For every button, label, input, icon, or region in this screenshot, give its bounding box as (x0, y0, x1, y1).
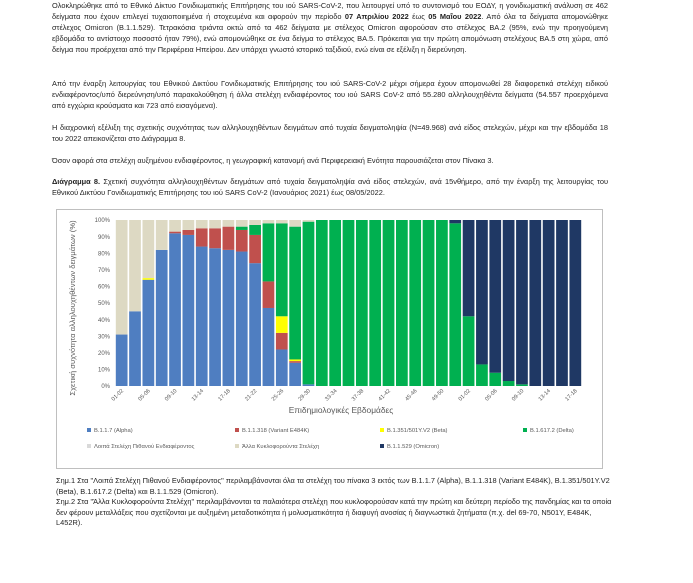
bar-segment-delta (329, 220, 341, 386)
x-tick-label: 17-18 (564, 388, 579, 403)
chart-legend (87, 428, 574, 450)
legend-swatch-e484k (235, 428, 239, 432)
bar-segment-alpha (183, 235, 195, 386)
y-tick-label: 50% (97, 301, 110, 308)
footnote-2: Σημ.2 Στα "Άλλα Κυκλοφορούντα Στελέχη" περιλαμβάνονται τα παλαιότερα στελέχη που κυκλοφορούσαν κατά την πρώτη και δεύτερη περίοδο της πανδημίας και τα οποία δεν φέρουν μεταλλάξεις που σχετίζονται με αυξημένη μεταδοτικότητα ή μολυσματικότητα ή διαφυγή ανοσίας ή διαγνωστικά ζητήματα (π.χ. del 69-70, N501Y, E484K, L452R). (56, 497, 612, 528)
y-axis-title-group (68, 220, 77, 396)
variant-frequency-chart (56, 209, 603, 469)
period-start-date: 07 Απριλίου 2022 (344, 12, 409, 21)
bar-segment-other (263, 220, 275, 223)
paragraph-text: . Από όλα τα δείγματα απομονώθηκε στέλεχος Omicron (B.1.1.529). Τετρακόσια τριάντα οκτώ από τα 462 δείγματα με στέλεχος Omicron αφορούσαν στο στέλεχος BA.2 (95%, ενώ την προηγούμενη εβδομάδα το αντίστοιχο ποσοστό ήταν 79%), ενώ απομονώθηκε σε ένα δείγμα το στέλεχος BA.5. Πρόκειται για την πρώτη απομόνωση στελέχους BA.5 στη χώρα, από δείγμα που προέρχεται από την Περιφέρεια Ηπείρου. Δεν υπάρχει γνωστό ιστορικό ταξιδιού, ενώ είναι σε εξέλιξη η διερεύνηση. (52, 12, 608, 54)
legend-swatch-omicron (380, 444, 384, 448)
bar-segment-beta (142, 278, 154, 280)
bar-segment-beta (276, 316, 288, 333)
x-tick-label: 29-30 (297, 388, 312, 403)
bar-segment-alpha (276, 349, 288, 386)
bar-segment-omicron (463, 220, 475, 316)
bar-segment-e484k (183, 230, 195, 235)
footnote-1: Σημ.1 Στα "Λοιπά Στελέχη Πιθανού Ενδιαφέροντος" περιλαμβάνονται όλα τα στελέχη του πίνακα 3 εκτός των B.1.1.7 (Alpha), B.1.1.318 (Variant E484K), B.1.351/501Y.V2 (Beta), B.1.617.2 (Delta) και B.1.1.529 (Omicron). (56, 476, 610, 496)
bar-segment-alpha (129, 311, 141, 386)
x-tick-label: 05-06 (484, 388, 499, 403)
bar-segment-alpha (289, 363, 301, 386)
x-axis-ticks (111, 388, 579, 402)
figure-caption-label: Διάγραμμα 8. (52, 177, 101, 186)
bar-segment-alpha (209, 248, 221, 386)
bar-segment-omicron (449, 220, 461, 223)
bar-segment-other (223, 220, 235, 227)
bars-group (116, 220, 581, 386)
bar-segment-other (276, 220, 288, 223)
y-tick-label: 0% (101, 384, 110, 391)
bar-segment-alpha (116, 335, 128, 386)
x-tick-label: 25-26 (270, 388, 286, 403)
legend-label-omicron: B.1.1.529 (Omicron) (387, 444, 440, 450)
bar-segment-delta (249, 225, 261, 235)
bar-segment-delta (463, 316, 475, 386)
paragraph-trend: Η διαχρονική εξέλιξη της σχετικής συχνότητας των αλληλουχηθέντων δειγμάτων από τυχαία δειγματοληψία (N=49.968) ανά είδος στελεχών, μέχρι και την εβδομάδα 18 του 2022 απεικονίζεται στο Διάγραμμα 8. (52, 123, 608, 143)
bar-segment-delta (489, 373, 501, 386)
y-tick-label: 40% (97, 317, 110, 324)
bar-segment-omicron (529, 220, 541, 386)
bar-segment-delta (369, 220, 381, 386)
bar-segment-delta (449, 223, 461, 386)
bar-segment-other (142, 220, 154, 278)
bar-segment-e484k (209, 228, 221, 248)
bar-segment-delta (516, 384, 528, 386)
bar-segment-alpha (223, 250, 235, 386)
x-tick-label: 17-18 (217, 388, 232, 403)
bar-segment-e484k (276, 333, 288, 350)
bar-segment-delta (503, 381, 515, 386)
bar-segment-omicron (516, 220, 528, 384)
bar-segment-delta (289, 227, 301, 360)
x-axis-title: Επιδημιολογικές Εβδομάδες (288, 405, 394, 415)
bar-segment-other (303, 220, 315, 222)
y-tick-label: 90% (97, 234, 110, 241)
bar-segment-delta (396, 220, 408, 386)
bar-segment-other (289, 220, 301, 227)
bar-segment-delta (343, 220, 355, 386)
x-tick-label: 09-10 (164, 388, 179, 403)
x-tick-label: 45-46 (404, 388, 419, 403)
bar-segment-other (209, 220, 221, 228)
bar-segment-alpha (169, 233, 181, 386)
bar-segment-other (116, 220, 128, 335)
bar-segment-e484k (196, 228, 208, 246)
bar-segment-omicron (503, 220, 515, 381)
paragraph-text: Ολοκληρώθηκε από το Εθνικό Δίκτυο Γονιδιωματικής Επιτήρησης του ιού SARS-CoV-2, που λειτουργεί υπό το συντονισμό του ΕΟΔΥ, η γονιδιωματική ανάλυση σε 462 δείγματα που έχουν επιλεγεί τυχαιοποιημένα ή στοχευμένα και αφορούν την περίοδο (52, 1, 608, 21)
legend-label-other_voi: Λοιπά Στελέχη Πιθανού Ενδιαφέροντος (94, 444, 195, 450)
legend-label-e484k: B.1.1.318 (Variant E484K) (242, 428, 310, 434)
bar-segment-omicron (569, 220, 581, 386)
bar-segment-other (249, 220, 261, 225)
x-tick-label: 13-14 (190, 388, 206, 403)
bar-segment-delta (276, 223, 288, 316)
y-tick-label: 60% (97, 284, 110, 291)
legend-swatch-other (235, 444, 239, 448)
y-tick-label: 20% (97, 351, 110, 357)
bar-segment-omicron (556, 220, 568, 386)
legend-label-other: Άλλα Κυκλοφορούντα Στελέχη (242, 444, 320, 450)
bar-segment-other (183, 220, 195, 230)
y-tick-label: 70% (97, 268, 110, 274)
chart-svg (57, 210, 602, 468)
bar-segment-delta (436, 220, 448, 386)
figure-caption (52, 176, 608, 198)
bar-segment-omicron (543, 220, 555, 386)
y-tick-label: 30% (97, 334, 110, 341)
bar-segment-alpha (196, 247, 208, 386)
x-tick-label: 33-34 (324, 388, 339, 403)
bar-segment-e484k (249, 235, 261, 263)
legend-swatch-delta (523, 428, 527, 432)
y-axis-title: Σχετική συχνότητα αλληλουχηθέντων δειγμάτων (%) (68, 220, 77, 396)
legend-label-beta: B.1.351/501Y.V2 (Beta) (387, 428, 448, 434)
x-tick-label: 41-42 (377, 388, 392, 403)
bar-segment-delta (316, 220, 328, 386)
bar-segment-alpha (303, 384, 315, 386)
bar-segment-e484k (236, 230, 248, 252)
bar-segment-omicron (489, 220, 501, 373)
bar-segment-beta (289, 359, 301, 361)
figure-caption-text: Σχετική συχνότητα αλληλουχηθέντων δειγμάτων από τυχαία δειγματοληψία ανά είδος στελεχών, ανά 15νθήμερο, από την έναρξη της λειτουργίας του Εθνικού Δικτύου Γονιδιωματικής Επιτήρησης του ιού SARS CoV-2 (Ιανουάριος 2021) έως 08/05/2022. (52, 177, 608, 197)
bar-segment-delta (383, 220, 395, 386)
x-tick-label: 01-02 (457, 388, 473, 403)
paragraph-text: έως (408, 12, 429, 21)
x-tick-label: 05-06 (137, 388, 152, 403)
legend-swatch-alpha (87, 428, 91, 432)
bar-segment-e484k (263, 281, 275, 308)
bar-segment-other (196, 220, 208, 228)
paragraph-geographic: Όσον αφορά στα στελέχη αυξημένου ενδιαφέροντος, η γεωγραφική κατανομή ανά Περιφερειακή Ενότητα παρουσιάζεται στον Πίνακα 3. (52, 156, 494, 165)
y-axis-ticks (95, 218, 111, 390)
y-tick-label: 100% (94, 218, 110, 225)
bar-segment-other (236, 220, 248, 227)
bar-segment-alpha (249, 263, 261, 386)
legend-label-delta: B.1.617.2 (Delta) (530, 428, 574, 434)
legend-label-alpha: B.1.1.7 (Alpha) (94, 428, 133, 434)
bar-segment-e484k (169, 232, 181, 234)
x-tick-label: 13-14 (537, 388, 553, 403)
x-tick-label: 21-22 (244, 388, 259, 403)
bar-segment-e484k (223, 227, 235, 250)
bar-segment-alpha (156, 250, 168, 386)
bar-segment-delta (476, 364, 488, 386)
bar-segment-delta (303, 222, 315, 385)
bar-segment-delta (423, 220, 435, 386)
bar-segment-alpha (263, 308, 275, 386)
legend-swatch-other_voi (87, 444, 91, 448)
bar-segment-other (156, 220, 168, 250)
bar-segment-delta (263, 223, 275, 281)
bar-segment-delta (356, 220, 368, 386)
legend-swatch-beta (380, 428, 384, 432)
x-tick-label: 09-10 (511, 388, 526, 403)
bar-segment-delta (409, 220, 421, 386)
y-tick-label: 80% (97, 251, 110, 258)
bar-segment-other (169, 220, 181, 232)
bar-segment-omicron (476, 220, 488, 364)
bar-segment-e484k (289, 361, 301, 363)
period-end-date: 05 Μαΐου 2022 (428, 12, 482, 21)
x-tick-label: 01-02 (110, 388, 126, 403)
footnotes (56, 476, 612, 529)
bar-segment-delta (236, 227, 248, 230)
x-tick-label: 49-50 (430, 388, 446, 403)
y-tick-label: 10% (97, 367, 110, 374)
bar-segment-alpha (236, 252, 248, 386)
paragraph-network-totals: Από την έναρξη λειτουργίας του Εθνικού Δικτύου Γονιδιωματικής Επιτήρησης του ιού SARS-CoV-2 μέχρι σήμερα έχουν απομονωθεί 28 διαφορετικά στελέχη ειδικού ενδιαφέροντος/υπό διερεύνηση/υπό παρακολούθηση ή άλλα στελέχη ενδιαφέροντος του ιού SARS CoV-2 από 55.280 αλληλουχηθέντα δείγματα (54.557 προερχόμενα από εγχώρια κρούσματα και 723 από εισαγόμενα). (52, 79, 608, 110)
x-tick-label: 37-38 (350, 388, 366, 403)
bar-segment-alpha (142, 280, 154, 386)
paragraph-sequencing-summary (52, 0, 608, 55)
bar-segment-other (129, 220, 141, 311)
